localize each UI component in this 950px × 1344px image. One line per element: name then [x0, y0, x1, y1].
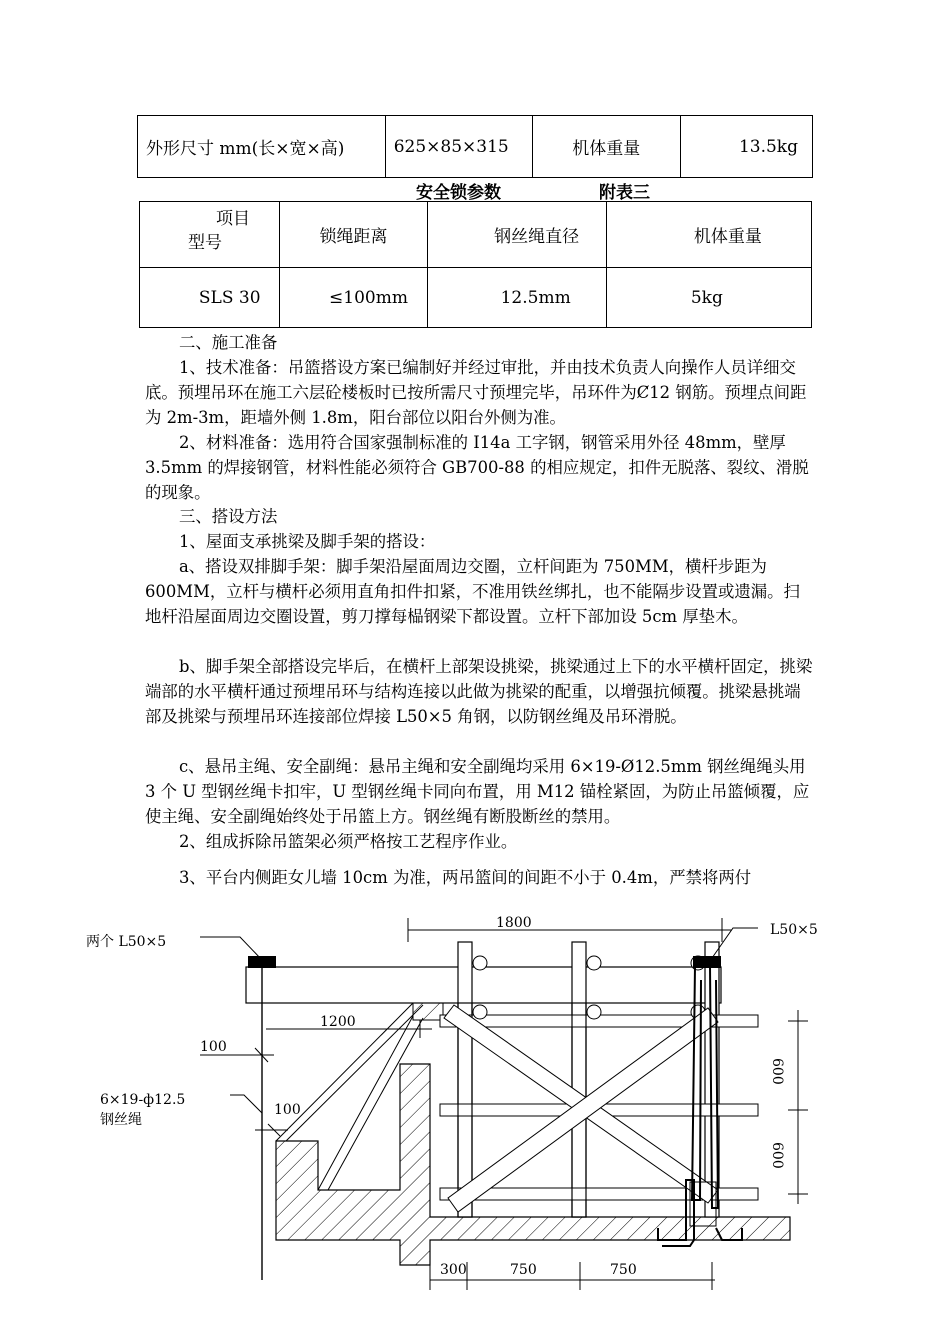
table-caption [139, 178, 812, 202]
scaffold-diagram [0, 900, 950, 1300]
label-angle: L50×5 [770, 922, 818, 938]
leader-rope [230, 1095, 262, 1113]
header-weight: 机体重量 [606, 202, 811, 268]
cell-model: SLS 30 [140, 268, 280, 328]
dim-750b: 750 [610, 1262, 637, 1278]
header-diameter: 钢丝绳直径 [427, 202, 606, 268]
post-1 [458, 942, 472, 1217]
cell-diameter: 12.5mm [427, 268, 606, 328]
label-rope-2: 钢丝绳 [100, 1112, 142, 1128]
label-two-angle: 两个 L50×5 [86, 934, 167, 950]
section-3-title: 三、搭设方法 [179, 507, 278, 526]
dim-300: 300 [440, 1262, 467, 1278]
coupler [587, 1005, 601, 1019]
right-angle-steel [693, 956, 721, 968]
dim-1200: 1200 [320, 1014, 356, 1030]
header-item-model-cell [140, 202, 280, 268]
paragraph-roof-beam: 1、屋面支承挑梁及脚手架的搭设： [179, 532, 436, 551]
size-value-cell: 625×85×315 [385, 116, 532, 178]
size-label-cell: 外形尺寸 mm(长×宽×高) [138, 116, 386, 178]
header-model: 型号 [188, 233, 222, 253]
paragraph-scaffold-a: a、搭设双排脚手架：脚手架沿屋面周边交圈，立杆间距为 750MM，横杆步距为 600MM，立杆与横杆必须用直角扣件扣紧，不准用铁丝绑扎，也不能隔步设置或遗漏。扫地杆沿屋面周边交圈设置，剪刀撑每榀钢梁下都设置。立杆下部加设 5cm 厚垫木。 [145, 557, 800, 626]
dim-600a: 600 [769, 1058, 785, 1085]
safety-lock-table [139, 201, 812, 328]
coupler [473, 1005, 487, 1019]
dim-1800: 1800 [496, 915, 532, 931]
label-rope-1: 6×19-ф12.5 [100, 1092, 186, 1108]
dim-100b: 100 [274, 1102, 301, 1118]
cantilever-beam [246, 967, 721, 1003]
machine-size-table [137, 115, 813, 178]
parapet-block [413, 1003, 443, 1020]
weight-value-cell: 13.5kg [680, 116, 812, 178]
dim-600b: 600 [769, 1142, 785, 1169]
coupler [473, 956, 487, 970]
header-item: 项目 [216, 209, 250, 229]
strut-line [318, 1016, 413, 1190]
coupler [587, 956, 601, 970]
paragraph-assembly: 2、组成拆除吊篮架必须严格按工艺程序作业。 [179, 832, 518, 851]
dim-100a: 100 [200, 1039, 227, 1055]
cell-distance: ≤100mm [280, 268, 427, 328]
post-2 [572, 942, 586, 1217]
paragraph-tech-prep: 1、技术准备：吊篮搭设方案已编制好并经过审批，并由技术负责人向操作人员详细交底。预埋吊环在施工六层砼楼板时已按所需尺寸预埋完毕，吊环件为Ȼ12 钢筋。预埋点间距为 2m-3m，距墙外侧 1.8m，阳台部位以阳台外侧为准。 [145, 358, 807, 427]
header-distance: 锁绳距离 [280, 202, 427, 268]
dim-750a: 750 [510, 1262, 537, 1278]
paragraph-ropes-c: c、悬吊主绳、安全副绳：悬吊主绳和安全副绳均采用 6×19-Ø12.5mm 钢丝绳绳头用 3 个 U 型钢丝绳卡扣牢，U 型钢丝绳卡同向布置，用 M12 锚栓紧固，为防止吊篮倾覆，应使主绳、安全副绳始终处于吊篮上方。钢丝绳有断股断丝的禁用。 [145, 757, 810, 826]
paragraph-scaffold-b: b、脚手架全部搭设完毕后，在横杆上部架设挑梁，挑梁通过上下的水平横杆固定，挑梁端部的水平横杆通过预埋吊环与结构连接以此做为挑梁的配重，以增强抗倾覆。挑梁悬挑端部及挑梁与预埋吊环连接部位焊接 L50×5 角钢，以防钢丝绳及吊环滑脱。 [145, 657, 813, 726]
left-angle-steel [248, 956, 276, 968]
caption-title: 安全锁参数 [416, 183, 501, 203]
paragraph-material-prep: 2、材料准备：选用符合国家强制标准的 I14a 工字钢，钢管采用外径 48mm，壁厚 3.5mm 的焊接钢管，材料性能必须符合 GB700-88 的相应规定，扣件无脱落、裂纹、滑脱的现象。 [145, 433, 809, 502]
section-2-title: 二、施工准备 [179, 333, 278, 352]
paragraph-platform: 3、平台内侧距女儿墙 10cm 为准，两吊篮间的间距不小于 0.4m，严禁将两付 [179, 868, 752, 887]
cell-weight: 5kg [606, 268, 811, 328]
caption-note: 附表三 [599, 183, 650, 203]
weight-label-cell: 机体重量 [532, 116, 680, 178]
right-wire-rope [692, 966, 701, 1200]
